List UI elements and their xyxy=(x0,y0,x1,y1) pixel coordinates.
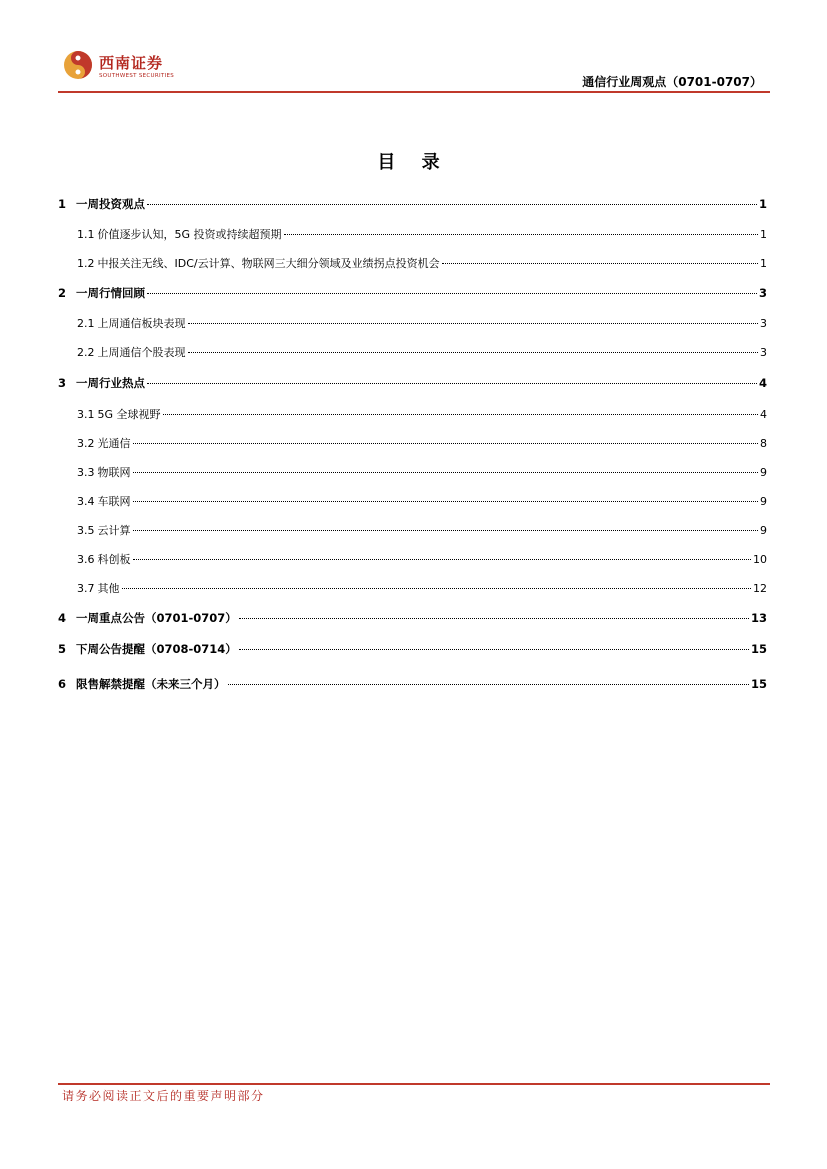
toc-dot-leader xyxy=(122,587,752,589)
footer-disclaimer: 请务必阅读正文后的重要声明部分 xyxy=(62,1089,265,1103)
toc-entry[interactable] xyxy=(77,435,767,453)
toc-entry[interactable] xyxy=(58,610,767,628)
toc-dot-leader xyxy=(228,683,749,685)
toc-dot-leader xyxy=(239,648,749,650)
toc-entry[interactable] xyxy=(58,196,767,214)
page-header xyxy=(58,44,770,94)
toc-entry-page: 9 xyxy=(760,495,767,508)
toc-entry-number: 3.7 xyxy=(77,582,95,595)
toc-entry-number: 3 xyxy=(58,376,67,390)
toc-dot-leader xyxy=(133,529,759,531)
toc-entry-number: 1.2 xyxy=(77,257,95,270)
toc-entry-page: 8 xyxy=(760,437,767,450)
toc-heading: 目 录 xyxy=(377,152,450,173)
company-logo xyxy=(63,48,183,86)
toc-entry-title: 一周重点公告（0701-0707） xyxy=(76,611,237,625)
toc-entry-number: 3.3 xyxy=(77,466,95,479)
toc-entry-page: 3 xyxy=(758,286,767,300)
toc-entry-number: 3.1 xyxy=(77,408,95,421)
toc-entry-page: 15 xyxy=(750,642,767,656)
toc-dot-leader xyxy=(188,351,759,353)
toc-entry[interactable] xyxy=(77,255,767,273)
toc-dot-leader xyxy=(188,322,759,324)
toc-entry-title: 其他 xyxy=(97,582,120,595)
footer-divider xyxy=(58,1083,770,1085)
toc-entry[interactable] xyxy=(58,641,767,659)
toc-entry-page: 4 xyxy=(758,376,767,390)
toc-entry[interactable] xyxy=(77,226,767,244)
report-title: 通信行业周观点（0701-0707） xyxy=(582,75,762,89)
toc-dot-leader xyxy=(239,617,749,619)
toc-dot-leader xyxy=(442,262,758,264)
toc-entry[interactable] xyxy=(58,285,767,303)
toc-entry-page: 1 xyxy=(760,228,767,241)
toc-entry-page: 15 xyxy=(750,677,767,691)
toc-entry[interactable] xyxy=(77,551,767,569)
toc-entry-page: 13 xyxy=(750,611,767,625)
toc-entry[interactable] xyxy=(77,580,767,598)
toc-entry-title: 价值逐步认知，5G 投资或持续超预期 xyxy=(97,228,282,241)
toc-entry-number: 1.1 xyxy=(77,228,95,241)
logo-text-cn: 西南证券 xyxy=(99,54,164,72)
toc-dot-leader xyxy=(147,382,757,384)
toc-entry[interactable] xyxy=(58,676,767,694)
toc-dot-leader xyxy=(133,558,752,560)
toc-entry-title: 一周行业热点 xyxy=(76,376,146,390)
toc-dot-leader xyxy=(133,471,759,473)
toc-dot-leader xyxy=(284,233,758,235)
header-divider xyxy=(58,91,770,93)
toc-entry-title: 一周行情回顾 xyxy=(76,286,146,300)
toc-entry-title: 上周通信个股表现 xyxy=(97,346,186,359)
toc-entry-title: 光通信 xyxy=(97,437,131,450)
toc-entry-number: 2 xyxy=(58,286,67,300)
toc-entry-title: 下周公告提醒（0708-0714） xyxy=(76,642,237,656)
toc-entry[interactable] xyxy=(77,493,767,511)
toc-entry-title: 5G 全球视野 xyxy=(97,408,161,421)
toc-entry-title: 中报关注无线、IDC/云计算、物联网三大细分领域及业绩拐点投资机会 xyxy=(97,257,440,270)
toc-entry-page: 4 xyxy=(760,408,767,421)
toc-entry-page: 9 xyxy=(760,466,767,479)
toc-entry[interactable] xyxy=(77,522,767,540)
toc-entry-page: 1 xyxy=(758,197,767,211)
toc-dot-leader xyxy=(147,292,757,294)
toc-entry-number: 6 xyxy=(58,677,67,691)
toc-entry-title: 车联网 xyxy=(97,495,131,508)
toc-dot-leader xyxy=(133,500,759,502)
toc-entry-page: 12 xyxy=(753,582,767,595)
toc-entry-number: 1 xyxy=(58,197,67,211)
toc-dot-leader xyxy=(147,203,757,205)
toc-entry-title: 云计算 xyxy=(97,524,131,537)
toc-entry[interactable] xyxy=(58,375,767,393)
toc-entry-title: 物联网 xyxy=(97,466,131,479)
toc-entry-page: 3 xyxy=(760,346,767,359)
toc-dot-leader xyxy=(163,413,758,415)
toc-entry[interactable] xyxy=(77,315,767,333)
toc-entry[interactable] xyxy=(77,464,767,482)
toc-entry-title: 上周通信板块表现 xyxy=(97,317,186,330)
toc-entry-number: 2.1 xyxy=(77,317,95,330)
toc-entry-number: 3.4 xyxy=(77,495,95,508)
toc-entry-title: 科创板 xyxy=(97,553,131,566)
toc-entry-number: 3.2 xyxy=(77,437,95,450)
toc-entry-page: 10 xyxy=(753,553,767,566)
toc-entry-number: 3.5 xyxy=(77,524,95,537)
southwest-securities-logo-icon xyxy=(63,50,93,80)
toc-entry[interactable] xyxy=(77,344,767,362)
toc-dot-leader xyxy=(133,442,759,444)
toc-entry-number: 4 xyxy=(58,611,67,625)
toc-entry-number: 5 xyxy=(58,642,67,656)
logo-text-en: SOUTHWEST SECURITIES xyxy=(99,73,175,79)
toc-entry-title: 一周投资观点 xyxy=(76,197,146,211)
toc-entry-page: 1 xyxy=(760,257,767,270)
toc-entry-number: 2.2 xyxy=(77,346,95,359)
toc-entry-title: 限售解禁提醒（未来三个月） xyxy=(76,677,226,691)
toc-entry-page: 3 xyxy=(760,317,767,330)
toc-entry[interactable] xyxy=(77,406,767,424)
toc-entry-number: 3.6 xyxy=(77,553,95,566)
toc-entry-page: 9 xyxy=(760,524,767,537)
